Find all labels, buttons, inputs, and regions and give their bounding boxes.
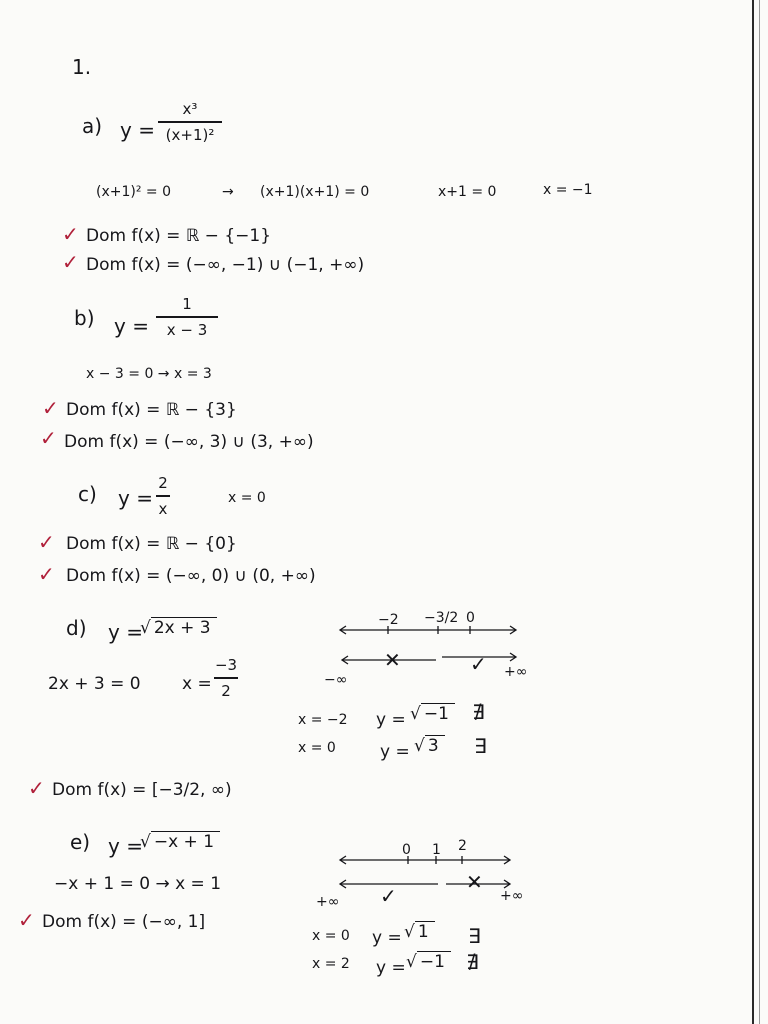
part-b-label: b) (74, 306, 95, 330)
part-c-y: y = (118, 486, 153, 510)
test-y: y = (380, 742, 410, 762)
part-d-y: y = (108, 620, 143, 644)
cross-mark: ✕ (384, 648, 401, 672)
part-c-denominator: x (158, 499, 168, 518)
part-c-domain-interval: Dom f(x) = (−∞, 0) ∪ (0, +∞) (66, 566, 316, 586)
part-a-work3: x+1 = 0 (438, 184, 497, 200)
test-radicand: 3 (425, 735, 445, 756)
part-b-domain-interval: Dom f(x) = (−∞, 3) ∪ (3, +∞) (64, 432, 314, 452)
part-a-denominator: (x+1)² (165, 125, 215, 144)
not-exists-symbol: ∄ (466, 950, 479, 974)
check-mark: ✓ (62, 250, 79, 274)
check-mark: ✓ (38, 562, 55, 586)
fraction-bar (214, 677, 238, 679)
cross-mark: ✕ (466, 870, 483, 894)
part-b-numerator: 1 (182, 295, 192, 313)
check-mark: ✓ (28, 776, 45, 800)
axis-tick-label: 1 (432, 842, 441, 858)
part-c-numerator: 2 (158, 474, 168, 492)
left-infinity-label: +∞ (316, 894, 340, 910)
exists-symbol: ∃ (474, 734, 487, 758)
test-x: x = 2 (312, 956, 350, 972)
test-sqrt: √ 1 (404, 922, 435, 942)
part-a-work1: (x+1)² = 0 (96, 184, 171, 200)
problem-number: 1. (72, 55, 92, 79)
axis-tick-label: −3/2 (424, 610, 459, 626)
axis-tick-label: 0 (402, 842, 411, 858)
plus-infinity-label: +∞ (504, 664, 528, 680)
part-d-fraction (214, 656, 238, 700)
test-radicand: −1 (421, 703, 455, 724)
part-e-radicand: −x + 1 (151, 831, 220, 852)
part-c-label: c) (78, 482, 97, 506)
test-radicand: 1 (415, 921, 435, 942)
check-mark: ✓ (42, 396, 59, 420)
fraction-bar (156, 495, 170, 497)
part-b-work: x − 3 = 0 → x = 3 (86, 366, 212, 382)
part-a-label: a) (82, 114, 103, 138)
test-y: y = (376, 958, 406, 978)
part-b-domain-set: Dom f(x) = ℝ − {3} (66, 400, 237, 420)
part-c-fraction (156, 474, 170, 518)
test-radicand: −1 (417, 951, 451, 972)
part-a-work2: (x+1)(x+1) = 0 (260, 184, 370, 200)
part-e-label: e) (70, 830, 91, 854)
part-d-domain: Dom f(x) = [−3/2, ∞) (52, 780, 232, 800)
check-mark: ✓ (38, 530, 55, 554)
part-c-work: x = 0 (228, 490, 266, 506)
part-a-y: y = (120, 118, 155, 142)
part-c-domain-set: Dom f(x) = ℝ − {0} (66, 534, 237, 554)
not-exists-symbol: ∄ (472, 700, 485, 724)
test-sqrt: √ −1 (410, 704, 455, 724)
check-mark: ✓ (62, 222, 79, 246)
part-d-xeq: x = (182, 674, 212, 694)
exists-symbol: ∃ (468, 924, 481, 948)
part-a-fraction (158, 100, 222, 144)
part-d-label: d) (66, 616, 87, 640)
part-d-sqrt: √ 2x + 3 (140, 618, 217, 638)
part-a-domain-set: Dom f(x) = ℝ − {−1} (86, 226, 272, 246)
check-mark: ✓ (470, 652, 487, 676)
part-b-y: y = (114, 314, 149, 338)
part-a-work4: x = −1 (543, 182, 593, 198)
axis-tick-label: 0 (466, 610, 475, 626)
check-mark: ✓ (18, 908, 35, 932)
part-d-denominator: 2 (221, 681, 231, 700)
test-y: y = (372, 928, 402, 948)
test-sqrt: √ 3 (414, 736, 445, 756)
fraction-bar (156, 316, 218, 318)
part-d-radicand: 2x + 3 (151, 617, 217, 638)
minus-infinity-label: −∞ (324, 672, 348, 688)
check-mark: ✓ (40, 426, 57, 450)
part-e-work: −x + 1 = 0 → x = 1 (54, 874, 222, 894)
page-edge (752, 0, 754, 1024)
axis-tick-label: 2 (458, 838, 467, 854)
test-x: x = 0 (312, 928, 350, 944)
part-a-domain-interval: Dom f(x) = (−∞, −1) ∪ (−1, +∞) (86, 255, 365, 275)
part-a-arrow: → (222, 184, 234, 200)
axis-tick-label: −2 (378, 612, 399, 628)
check-mark: ✓ (380, 884, 397, 908)
test-y: y = (376, 710, 406, 730)
part-e-y: y = (108, 834, 143, 858)
right-infinity-label: +∞ (500, 888, 524, 904)
test-sqrt: √ −1 (406, 952, 451, 972)
fraction-bar (158, 121, 222, 123)
test-x: x = −2 (298, 712, 348, 728)
part-d-numerator: −3 (214, 656, 238, 674)
part-e-sqrt: √ −x + 1 (140, 832, 220, 852)
part-b-denominator: x − 3 (166, 320, 208, 339)
page-edge-shadow (759, 0, 760, 1024)
part-a-numerator: x³ (182, 100, 198, 118)
part-b-fraction (156, 295, 218, 339)
part-e-domain: Dom f(x) = (−∞, 1] (42, 912, 206, 932)
test-x: x = 0 (298, 740, 336, 756)
part-d-work: 2x + 3 = 0 (48, 674, 141, 694)
